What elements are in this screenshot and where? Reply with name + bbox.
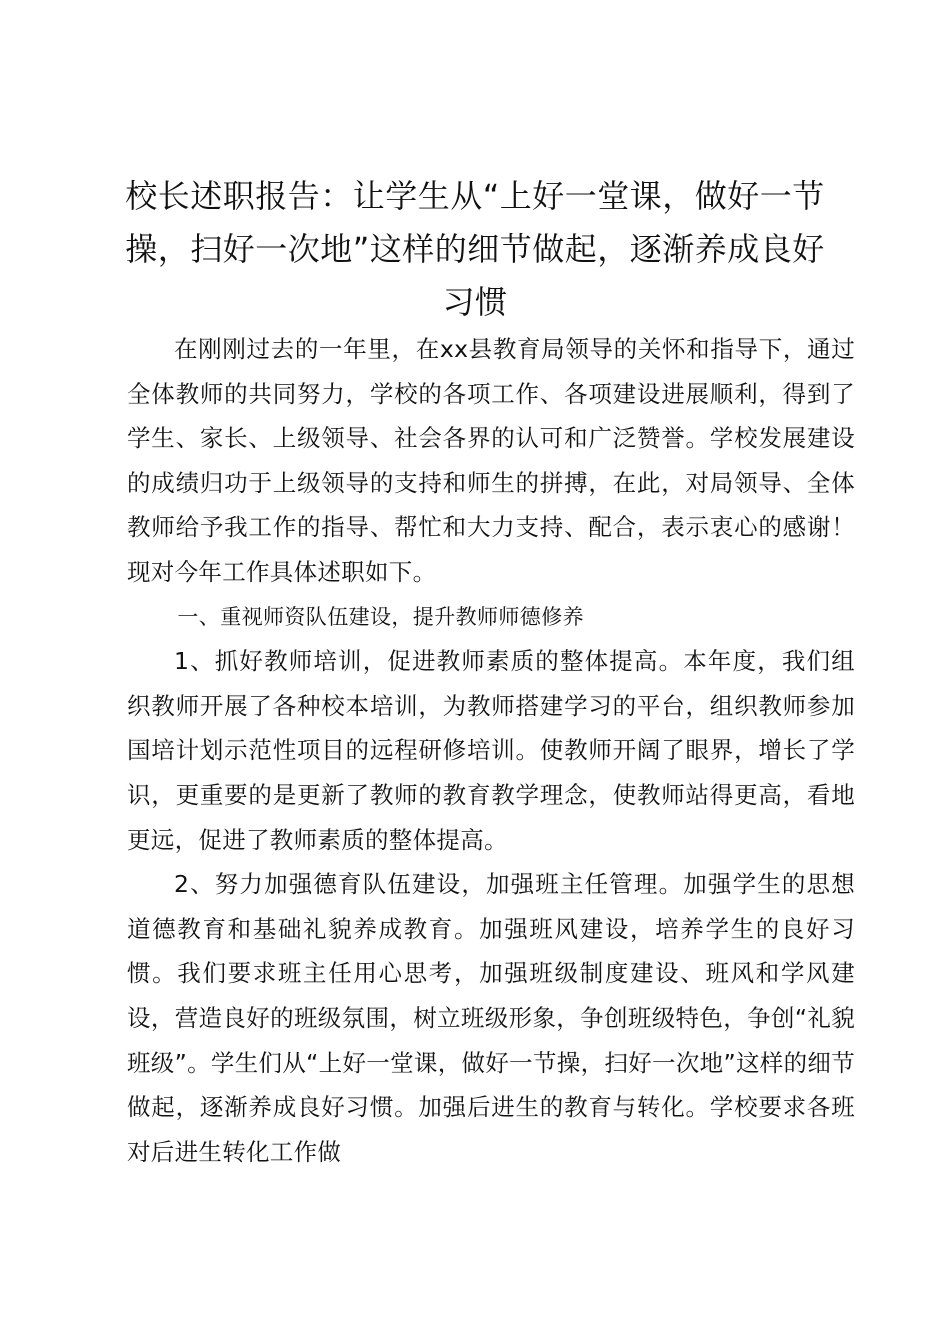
document-body xyxy=(127,327,855,1174)
section-heading-1: 一、重视师资队伍建设，提升教师师德修养 xyxy=(177,604,584,629)
document-title: 校长述职报告：让学生从“上好一堂课，做好一节操，扫好一次地”这样的细节做起，逐渐养成良好习惯 xyxy=(125,177,825,321)
paragraph-teacher-training: 1、抓好教师培训，促进教师素质的整体提高。本年度，我们组织教师开展了各种校本培训，为教师搭建学习的平台，组织教师参加国培计划示范性项目的远程研修培训。使教师开阔了眼界，增长了学识，更重要的是更新了教师的教育教学理念，使教师站得更高，看地更远，促进了教师素质的整体提高。 xyxy=(127,647,855,854)
paragraph-moral-education: 2、努力加强德育队伍建设，加强班主任管理。加强学生的思想道德教育和基础礼貌养成教育。加强班风建设，培养学生的良好习惯。我们要求班主任用心思考，加强班级制度建设、班风和学风建设，营造良好的班级氛围，树立班级形象，争创班级特色，争创“礼貌班级”。学生们从“上好一堂课，做好一节操，扫好一次地”这样的细节做起，逐渐养成良好习惯。加强后进生的教育与转化。学校要求各班对后进生转化工作做 xyxy=(127,870,855,1166)
paragraph-intro: 在刚刚过去的一年里，在xx县教育局领导的关怀和指导下，通过全体教师的共同努力，学校的各项工作、各项建设进展顺利，得到了学生、家长、上级领导、社会各界的认可和广泛赞誉。学校发展建设的成绩归功于上级领导的支持和师生的拼搏，在此，对局领导、全体教师给予我工作的指导、帮忙和大力支持、配合，表示衷心的感谢！现对今年工作具体述职如下。 xyxy=(127,335,855,586)
